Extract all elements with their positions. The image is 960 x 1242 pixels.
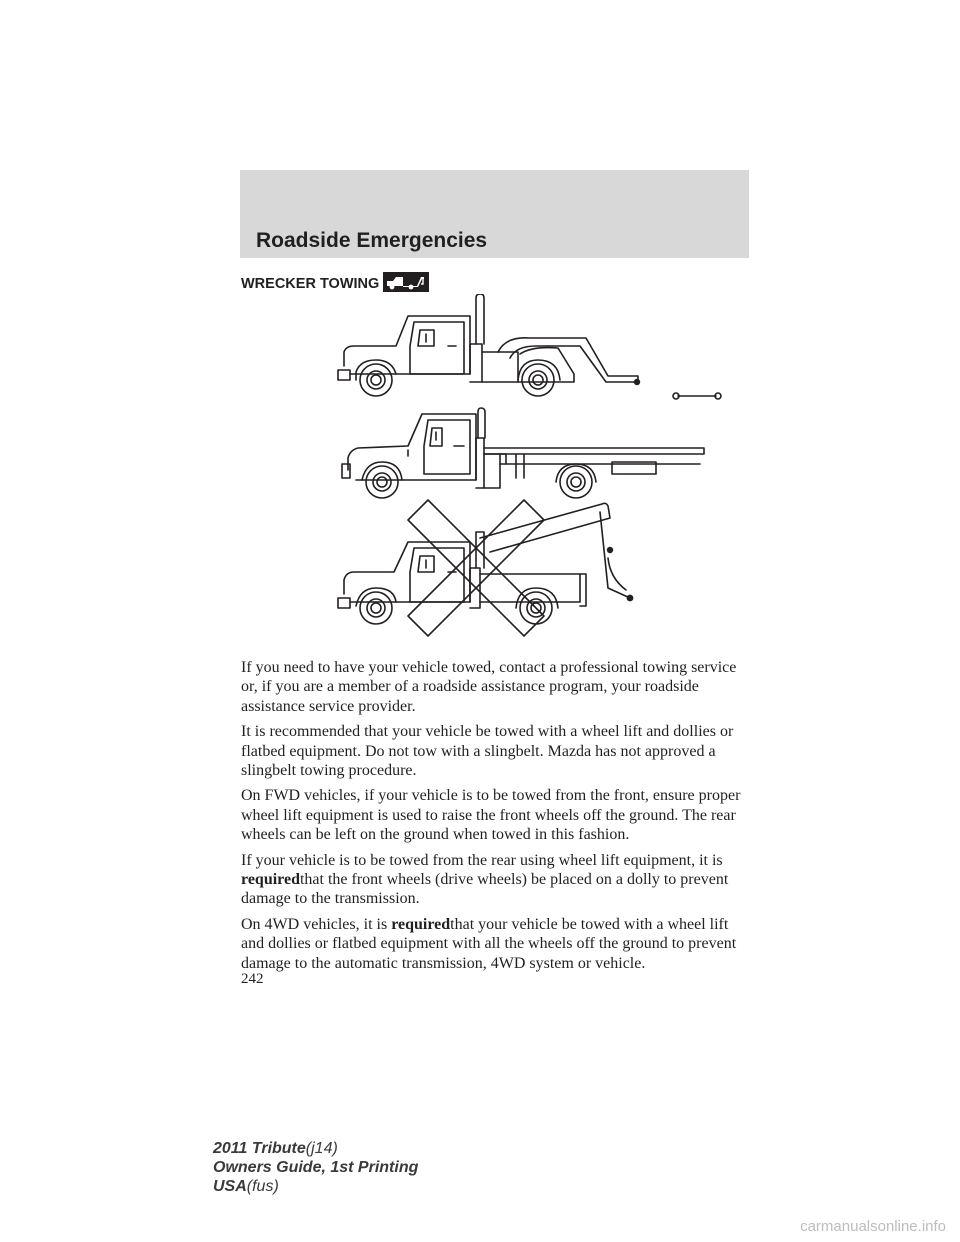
document-footer: [213, 1139, 418, 1196]
paragraph-4wd-tow: [241, 915, 753, 973]
paragraph-4wd-tow-text-end: that your vehicle be towed with a wheel lift and dollies or flatbed equipment with all the wheels off the ground to prevent damage to the automatic transmission, 4WD system or vehicle.: [241, 915, 737, 972]
footer-model: 2011 Tribute: [213, 1140, 306, 1157]
flatbed-tow-truck-illustration: [342, 408, 704, 498]
towing-illustrations: [330, 294, 730, 655]
paragraph-rear-tow-text: If your vehicle is to be towed from the rear using wheel lift equipment, it is: [241, 851, 723, 869]
footer-line-model: [213, 1139, 418, 1158]
paragraph-rear-tow: [241, 851, 753, 909]
slingbelt-tow-truck-crossed-out-illustration: [338, 500, 633, 636]
section-heading: [241, 272, 429, 296]
page-number: 242: [241, 971, 264, 987]
wheel-lift-tow-truck-illustration: [338, 294, 721, 399]
paragraph-rear-tow-emphasis: required: [241, 871, 300, 889]
footer-printing: Owners Guide, 1st Printing: [213, 1159, 419, 1176]
body-text: [241, 658, 753, 979]
paragraph-towing-service: If you need to have your vehicle towed, contact a professional towing service or, if you are a member of a roadside assistance program, your roadside assistance service provider.: [241, 659, 737, 715]
section-heading-text: WRECKER TOWING: [241, 276, 380, 292]
paragraph-rear-tow-text-end: that the front wheels (drive wheels) be placed on a dolly to prevent damage to the transmission.: [241, 871, 729, 908]
footer-model-code: (j14): [305, 1140, 338, 1157]
paragraph-fwd-front-tow: On FWD vehicles, if your vehicle is to be towed from the front, ensure proper wheel lift equipment is used to raise the front wheels off the ground. The rear wheels can be left on the ground when towed in this fashion.: [241, 787, 741, 844]
watermark: carmanualsonline.info: [800, 1218, 946, 1235]
footer-region-code: (fus): [246, 1178, 279, 1195]
paragraph-4wd-tow-text: On 4WD vehicles, it is: [241, 915, 392, 933]
footer-region: USA: [213, 1178, 247, 1195]
footer-line-region: [213, 1177, 418, 1196]
tow-truck-icon: [383, 272, 429, 296]
paragraph-wheel-lift-recommendation: It is recommended that your vehicle be towed with a wheel lift and dollies or flatbed equipment. Do not tow with a slingbelt. Mazda has not approved a slingbelt towing procedure.: [241, 723, 734, 780]
page-section-title: Roadside Emergencies: [256, 229, 488, 252]
paragraph-4wd-tow-emphasis: required: [391, 915, 451, 933]
